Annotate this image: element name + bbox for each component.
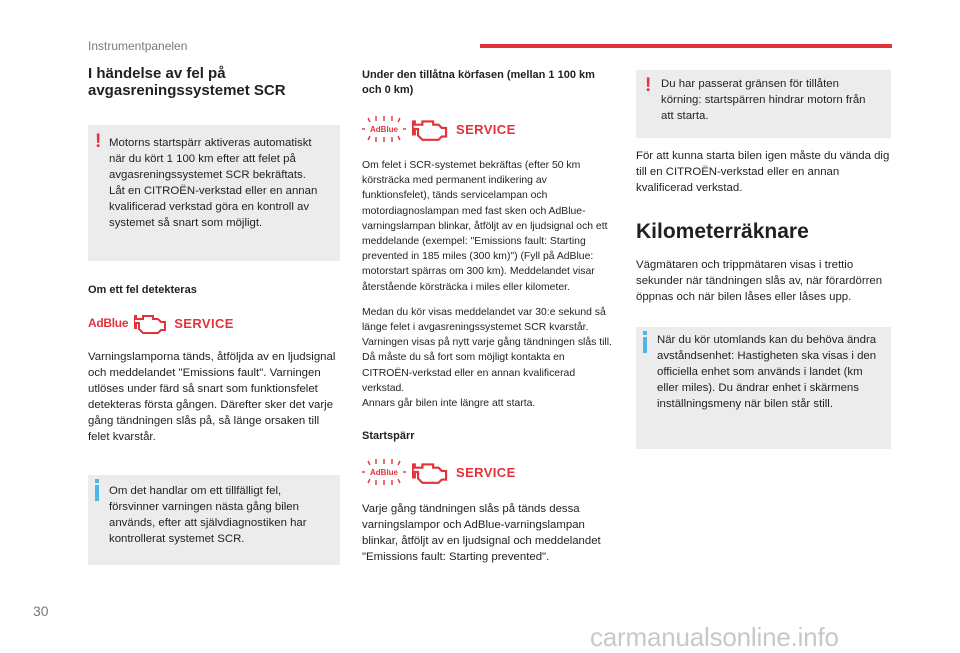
warning-box-limit-text: Du har passerat gränsen för tillåten körning: startspärren hindrar motorn från att starta.	[661, 78, 866, 122]
svg-text:AdBlue: AdBlue	[370, 468, 398, 478]
page-number: 30	[33, 603, 49, 619]
allowed-phase-text-1: Om felet i SCR-systemet bekräftas (efter 50 km körsträcka med permanent indikering av funktionsfelet), tänds servicelampan och motordiagnoslampan med fast sken och AdBlue-varningslampan blinkar, åtföljt av en ljudsignal och ett meddelande (exempel: "Emissions fault: Starting prevented in 185 miles (300 km)") (Fyll på AdBlue: motorstart spärras om 300 km). Meddelandet visar återstående körsträcka i miles eller kilometer.	[362, 160, 608, 293]
column-2	[362, 68, 614, 565]
column-3	[636, 70, 891, 449]
info-icon	[643, 337, 647, 353]
adblue-icon	[362, 458, 406, 486]
fault-detected-text: Varningslamporna tänds, åtföljda av en ljudsignal och meddelandet "Emissions fault". Varningen utlöses under färd så snart som funktionsfelet detekteras första gången. Därefter sker det varje gång tändningen slås på, så länge orsaken till felet kvarstår.	[88, 351, 336, 443]
service-icon: SERVICE	[456, 464, 516, 480]
adblue-icon: AdBlue	[88, 316, 129, 330]
info-box-temporary-fault	[88, 475, 340, 565]
kilometerräknare-text: Vägmätaren och trippmätaren visas i trettio sekunder när tändningen slås av, när förardörren öppnas och när bilen låses eller låses upp.	[636, 259, 883, 303]
info-icon	[95, 485, 99, 501]
adblue-icon	[362, 115, 406, 143]
engine-icon	[134, 310, 168, 336]
section-label: Instrumentpanelen	[88, 39, 188, 53]
engine-icon	[412, 115, 450, 143]
warning-lamp-icons-2	[362, 112, 614, 146]
restart-text: För att kunna starta bilen igen måste du vända dig till en CITROËN-verkstad eller en annan kvalificerad verkstad.	[636, 150, 890, 194]
warning-exclamation-icon: !	[95, 131, 102, 152]
info-box-units-text: När du kör utomlands kan du behöva ändra avståndsenhet: Hastigheten ska visas i den officiella enhet som används i landet (km eller miles). Du ändrar enhet i skärmens inställningsmeny när bilen står still.	[657, 334, 877, 410]
allowed-phase-text-3: Då måste du så fort som möjligt kontakta en CITROËN-verkstad eller en annan kvalificerad verkstad.	[362, 352, 576, 394]
warning-box-limit	[636, 70, 891, 138]
heading-startspärr: Startspärr	[362, 430, 415, 443]
engine-icon	[412, 458, 450, 486]
watermark: carmanualsonline.info	[590, 622, 839, 652]
column-1	[88, 65, 340, 565]
service-icon: SERVICE	[174, 315, 234, 331]
svg-text:AdBlue: AdBlue	[370, 125, 398, 134]
info-box-units	[636, 327, 891, 449]
allowed-phase-text-4: Annars går bilen inte längre att starta.	[362, 398, 536, 410]
info-box-text: Om det handlar om ett tillfälligt fel, försvinner varningen nästa gång bilen används, efter att självdiagnostiken har kontrollerat systemet SCR.	[109, 485, 307, 545]
service-icon: SERVICE	[456, 121, 516, 137]
header-accent-bar	[480, 44, 892, 48]
warning-lamp-icons-3	[362, 455, 614, 489]
heading-allowed-phase: Under den tillåtna körfasen (mellan 1 100 km och 0 km)	[362, 69, 595, 96]
startspärr-text: Varje gång tändningen slås på tänds dessa varningslampor och AdBlue-varningslampan blinkar, åtföljt av en ljudsignal och meddelandet "Emissions fault: Starting prevented".	[362, 503, 601, 564]
heading-fault-detected: Om ett fel detekteras	[88, 284, 197, 296]
heading-scr-fault: I händelse av fel på avgasreningssystemet SCR	[88, 65, 286, 99]
allowed-phase-text-2: Medan du kör visas meddelandet var 30:e sekund så länge felet i avgasreningssystemet SCR kvarstår. Varningen visas på nytt varje gång tändningen slås till.	[362, 306, 612, 349]
warning-box-startspärr	[88, 125, 340, 261]
warning-box-text: Motorns startspärr aktiveras automatiskt när du kört 1 100 km efter att felet på avgasreningssystemet SCR bekräftats. Låt en CITROËN-verkstad eller en annan kvalificerad verkstad göra en kontroll av systemet så snart som möjligt.	[109, 137, 318, 229]
warning-lamp-icons	[88, 307, 340, 339]
heading-kilometerräknare: Kilometerräknare	[636, 220, 809, 243]
warning-exclamation-icon: !	[645, 75, 652, 96]
